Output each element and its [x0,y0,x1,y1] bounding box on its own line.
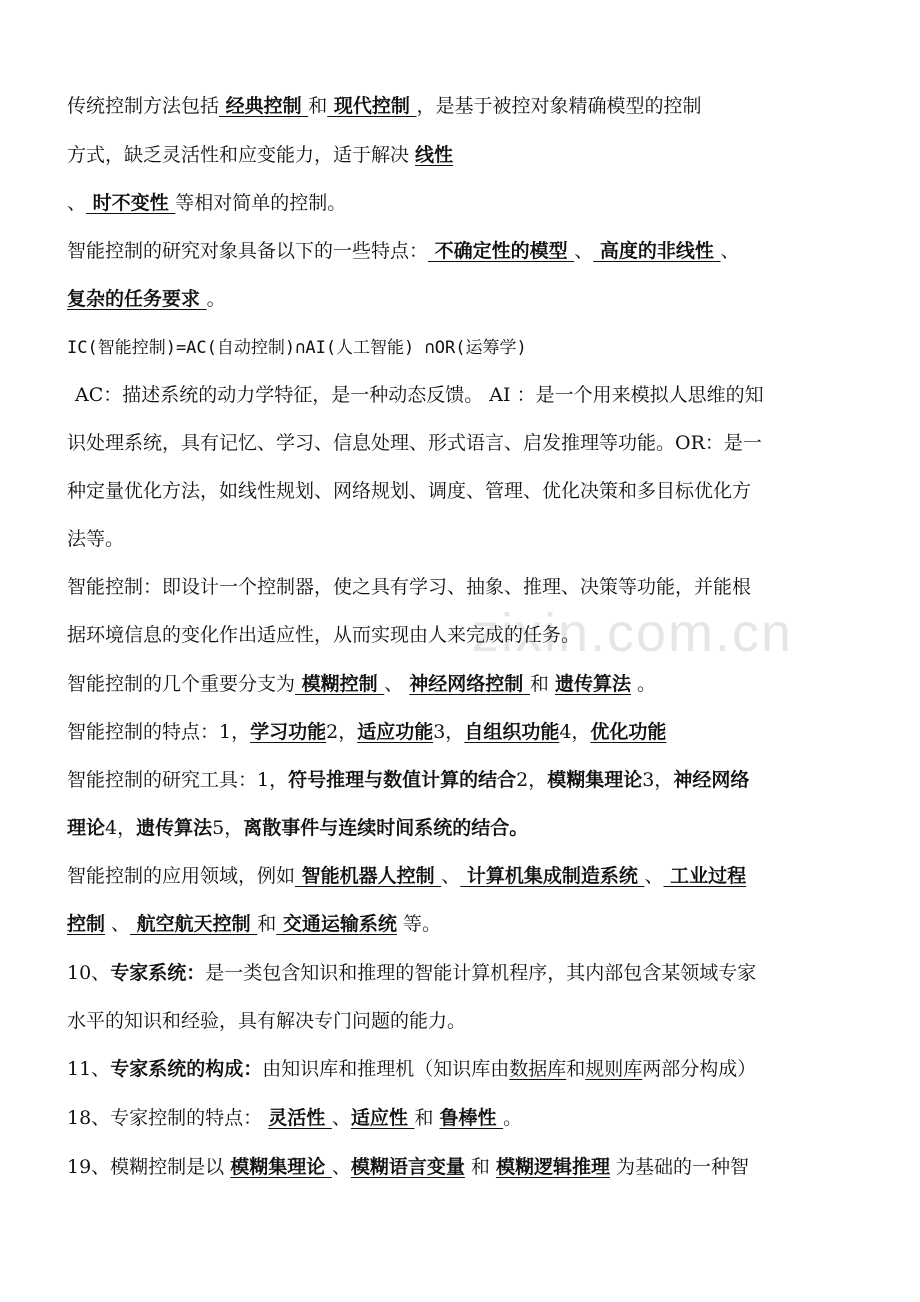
text: 智能控制的应用领域，例如 [67,865,296,887]
text-line: AC：描述系统的动力学特征，是一种动态反馈。 AI ：是一个用来模拟人思维的知 [75,384,764,406]
watermark: zixin.com.cn [472,603,794,663]
text: 智能控制的研究对象具备以下的一些特点： [67,240,429,262]
blank-answer: 遗传算法 [554,673,631,695]
text-line [67,670,656,698]
blank-answer: 复杂的任务要求 [67,288,207,310]
bold-term: 遗传算法 [136,817,213,839]
blank-answer: 鲁棒性 [439,1107,504,1129]
blank-answer: 时不变性 [86,192,176,214]
text: 3， [433,721,465,743]
text: 18、专家控制的特点： [67,1107,269,1129]
text-line [67,766,749,794]
text: 4， [559,721,591,743]
text-line [67,189,346,217]
text-line [67,1153,749,1181]
formula-line: IC(智能控制)=AC(自动控制)∩AI(人工智能) ∩OR(运筹学) [67,338,527,358]
bold-term: 神经网络 [673,769,750,791]
bold-term: 专家系统： [110,962,206,984]
text: 2， [326,721,358,743]
text: 是一类包含知识和推理的智能计算机程序，其内部包含某领域专家 [205,962,757,984]
blank-answer: 灵活性 [268,1107,332,1129]
blank-answer: 交通运输系统 [276,913,397,935]
blank-answer: 适应功能 [357,721,434,743]
text: 、 [331,1107,351,1129]
underlined-term: 数据库 [509,1058,567,1080]
text-line [67,1055,756,1083]
text-line [67,862,746,890]
text: 。 [206,288,226,310]
blank-answer: 不确定性的模型 [428,240,575,262]
text: 。 [630,673,657,695]
text: 两部分构成） [642,1058,757,1080]
text: 、 [331,1156,351,1178]
text: 等相对简单的控制。 [175,192,347,214]
text-line [67,814,528,842]
text: 4， [105,817,137,839]
text: 、 [384,673,410,695]
text-line: 种定量优化方法，如线性规划、网络规划、调度、管理、优化决策和多目标优化方 [67,480,752,502]
text: 智能控制的研究工具：1， [67,769,289,791]
text: 、 [644,865,664,887]
text: 和 [529,673,555,695]
bold-term: 专家系统的构成： [110,1058,263,1080]
text: 和 [464,1156,496,1178]
text: 和 [414,1107,440,1129]
text: 19、模糊控制是以 [67,1156,231,1178]
blank-answer: 工业过程 [663,865,747,887]
blank-answer: 神经网络控制 [409,673,530,695]
text: 11、 [67,1058,111,1080]
underlined-term: 规则库 [585,1058,643,1080]
text: 方式，缺乏灵活性和应变能力，适于解决 [67,144,416,166]
text: 、 [720,240,740,262]
text-line [67,285,226,313]
text-line [67,141,453,169]
text: 传统控制方法包括 [67,95,220,117]
blank-answer: 自组织功能 [464,721,560,743]
text: 和 [566,1058,586,1080]
blank-answer: 模糊逻辑推理 [495,1156,610,1178]
text: 2， [516,769,548,791]
bold-term: 模糊集理论 [547,769,643,791]
blank-answer: 高度的非线性 [593,240,721,262]
text: 5， [212,817,244,839]
blank-answer: 智能机器人控制 [295,865,442,887]
text: 和 [308,95,328,117]
blank-answer: 模糊集理论 [230,1156,332,1178]
text: 、 [574,240,594,262]
text: 和 [257,913,277,935]
text: 、 [441,865,461,887]
text: 为基础的一种智 [609,1156,750,1178]
text-line: 识处理系统，具有记忆、学习、信息处理、形式语言、启发推理等功能。OR：是一 [67,432,762,454]
text: 、 [67,192,87,214]
text-line [67,237,740,265]
text: 、 [105,913,131,935]
blank-answer: 模糊语言变量 [350,1156,465,1178]
text: 10、 [67,962,111,984]
text: 3， [642,769,674,791]
blank-answer: 经典控制 [219,95,309,117]
text: ，是基于被控对象精确模型的控制 [416,95,702,117]
blank-answer: 适应性 [350,1107,415,1129]
blank-answer: 学习功能 [250,721,327,743]
bold-term: 离散事件与连续时间系统的结合。 [243,817,529,839]
bold-term: 理论 [67,817,106,839]
blank-answer: 航空航天控制 [130,913,258,935]
text-line [67,959,756,987]
text: 。 [503,1107,523,1129]
text-line [67,910,441,938]
text: 由知识库和推理机（知识库由 [262,1058,510,1080]
blank-answer: 现代控制 [327,95,417,117]
blank-answer: 模糊控制 [295,673,385,695]
blank-answer: 计算机集成制造系统 [460,865,645,887]
text-line: 据环境信息的变化作出适应性，从而实现由人来完成的任务。 [67,624,581,646]
text-line: 智能控制：即设计一个控制器，使之具有学习、抽象、推理、决策等功能，并能根 [67,576,752,598]
text: 智能控制的几个重要分支为 [67,673,296,695]
text-line: 水平的知识和经验，具有解决专门问题的能力。 [67,1010,467,1032]
text-line [67,92,702,120]
text-line: 法等。 [67,528,125,550]
bold-term: 符号推理与数值计算的结合 [288,769,517,791]
blank-answer: 优化功能 [590,721,667,743]
text: 智能控制的特点：1， [67,721,251,743]
blank-answer: 线性 [415,144,454,166]
blank-answer: 控制 [67,913,106,935]
text-line [67,1104,522,1132]
text-line [67,718,666,746]
text: 等。 [396,913,441,935]
